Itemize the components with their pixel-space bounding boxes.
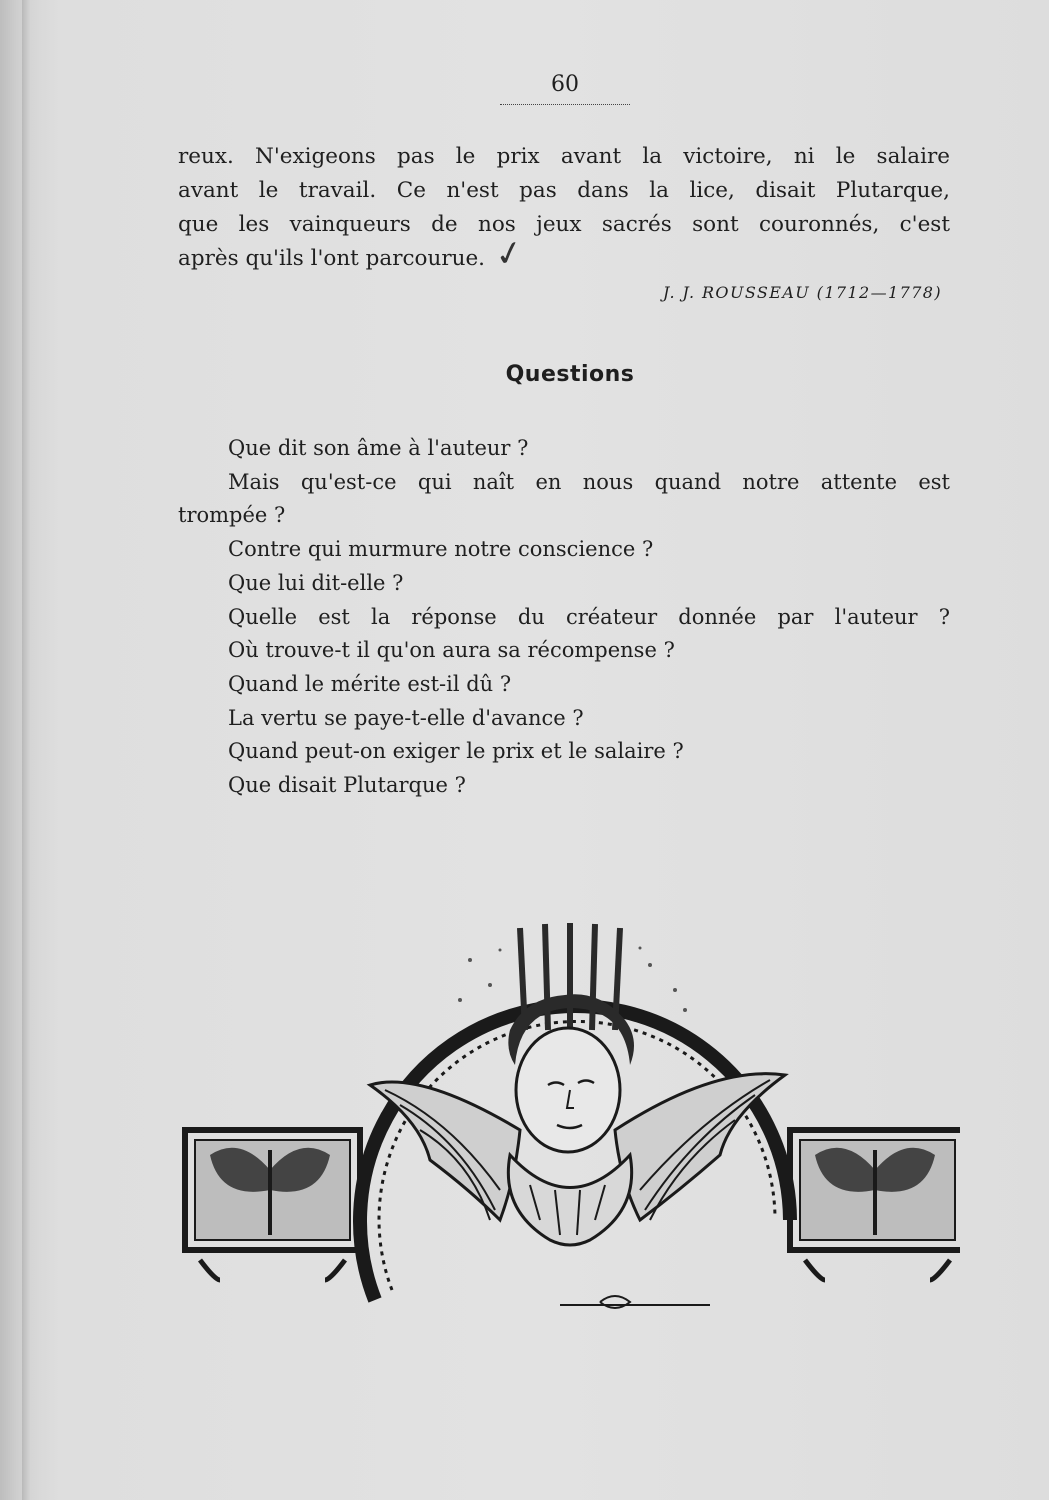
attribution: J. J. ROUSSEAU (1712—1778)	[662, 283, 942, 302]
paragraph-line-last	[178, 231, 950, 277]
paragraph-line: reux. N'exigeons pas le prix avant la victoire, ni le salaire	[178, 144, 950, 169]
question-item: Quand le mérite est-il dû ?	[228, 671, 512, 696]
question-item: Que disait Plutarque ?	[228, 773, 466, 798]
cherub-ornament-icon	[170, 890, 960, 1320]
question-item: Que dit son âme à l'auteur ?	[228, 436, 529, 460]
question-item: Mais qu'est-ce qui naît en nous quand notre attente est	[228, 469, 950, 494]
question-item: Où trouve-t il qu'on aura sa récompense ?	[228, 638, 675, 663]
paragraph-line: que les vainqueurs de nos jeux sacrés sont couronnés, c'est	[178, 212, 950, 237]
questions-list	[178, 432, 950, 803]
book-spine	[22, 0, 30, 1500]
question-item: Quelle est la réponse du créateur donnée par l'auteur ?	[228, 604, 950, 629]
question-item: Quand peut-on exiger le prix et le salaire ?	[228, 739, 684, 764]
check-mark-icon: ✓	[491, 231, 528, 277]
paragraph-line: avant le travail. Ce n'est pas dans la lice, disait Plutarque,	[178, 178, 950, 203]
question-item: Que lui dit-elle ?	[228, 570, 404, 595]
paragraph	[178, 140, 950, 276]
section-heading: Questions	[505, 362, 635, 387]
page-number: 60	[500, 70, 630, 105]
question-item: La vertu se paye-t-elle d'avance ?	[228, 705, 584, 730]
paragraph-line: après qu'ils l'ont parcourue.	[178, 246, 486, 271]
question-item: Contre qui murmure notre conscience ?	[228, 537, 654, 562]
question-item-continuation: trompée ?	[178, 503, 286, 528]
